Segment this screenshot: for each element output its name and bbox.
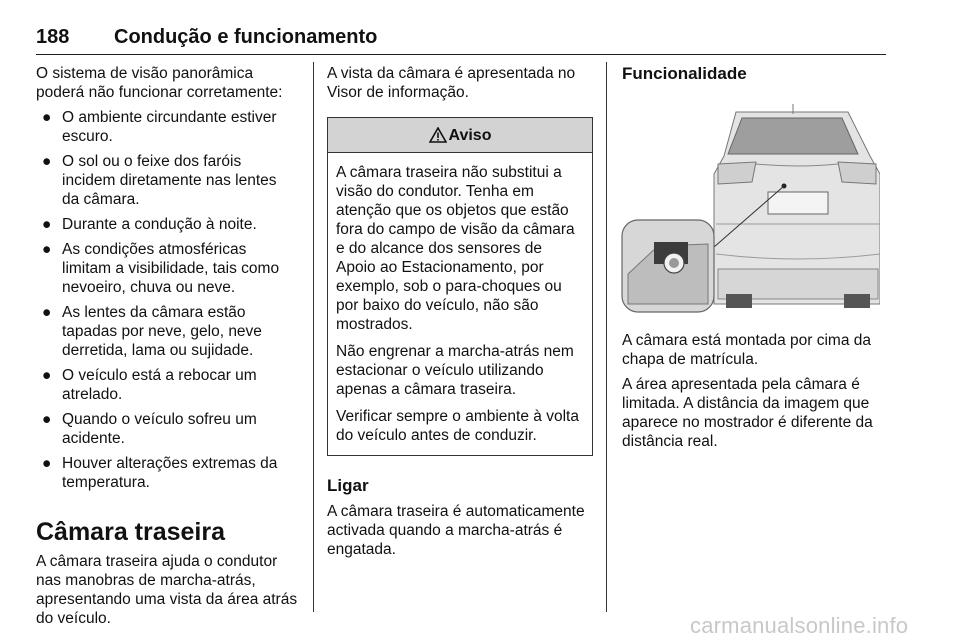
column-divider	[313, 62, 314, 612]
warning-text: A câmara traseira não substitui a visão do condutor. Tenha em atenção que os objetos que estão fora do campo de visão da câmara e do alcance dos sensores de Apoio ao Estacionamento, por exemplo, sob o para-choques ou por baixo do veículo, não são mostrados.	[336, 164, 575, 333]
column-divider	[606, 62, 607, 612]
warning-title: Aviso	[448, 126, 492, 144]
subsection-text: A câmara traseira é automaticamente activada quando a marcha-atrás é engatada.	[327, 503, 585, 558]
warning-text: Verificar sempre o ambiente à volta do veículo antes de conduzir.	[336, 408, 579, 444]
list-item: ● Houver alterações extremas da temperatura.	[42, 455, 278, 491]
warning-triangle-icon	[429, 127, 447, 143]
bullet-icon: ●	[42, 109, 52, 126]
column-3	[622, 64, 888, 457]
rear-camera-illustration	[618, 104, 880, 314]
list-item: ● Durante a condução à noite.	[42, 216, 257, 233]
bullet-icon: ●	[42, 216, 52, 233]
bullet-icon: ●	[42, 367, 52, 384]
list-item: ● O ambiente circundante estiver escuro.	[42, 109, 277, 145]
column-2	[327, 64, 593, 565]
page-number: 188	[36, 26, 70, 48]
column-1	[36, 64, 298, 634]
bullet-icon: ●	[42, 304, 52, 321]
bullet-icon: ●	[42, 411, 52, 428]
warning-box	[327, 117, 593, 456]
bullet-icon: ●	[42, 455, 52, 472]
chapter-title: Condução e funcionamento	[114, 26, 378, 48]
list-item: ● Quando o veículo sofreu um acidente.	[42, 411, 257, 447]
list-item: ● As lentes da câmara estão tapadas por neve, gelo, neve derretida, lama ou sujidade.	[42, 304, 262, 359]
watermark: carmanualsonline.info	[690, 613, 909, 638]
bullet-icon: ●	[42, 153, 52, 170]
section-text: A câmara traseira ajuda o condutor nas manobras de marcha-atrás, apresentando uma vista da área atrás do veículo.	[36, 553, 298, 627]
ligar-section	[327, 476, 593, 559]
subsection-title: Ligar	[327, 476, 369, 495]
subsection-title: Funcionalidade	[622, 64, 747, 83]
page-header	[36, 26, 886, 55]
list-item: ● O sol ou o feixe dos faróis incidem diretamente nas lentes da câmara.	[42, 153, 277, 208]
paragraph: A área apresentada pela câmara é limitada. A distância da imagem que aparece no mostrador é diferente da distância real.	[622, 376, 873, 450]
list-item: ● O veículo está a rebocar um atrelado.	[42, 367, 257, 403]
warning-body	[328, 153, 592, 455]
section-title: Câmara traseira	[36, 518, 226, 546]
warning-header	[328, 118, 592, 153]
conditions-list	[36, 108, 298, 492]
bullet-icon: ●	[42, 241, 52, 258]
paragraph: A câmara está montada por cima da chapa de matrícula.	[622, 332, 871, 368]
list-item: ● As condições atmosféricas limitam a visibilidade, tais como nevoeiro, chuva ou neve.	[42, 241, 280, 296]
warning-text: Não engrenar a marcha-atrás nem estacionar o veículo utilizando apenas a câmara traseira.	[336, 343, 574, 398]
intro-text: O sistema de visão panorâmica poderá não funcionar corretamente:	[36, 65, 283, 101]
intro-text: A vista da câmara é apresentada no Visor de informação.	[327, 65, 576, 101]
